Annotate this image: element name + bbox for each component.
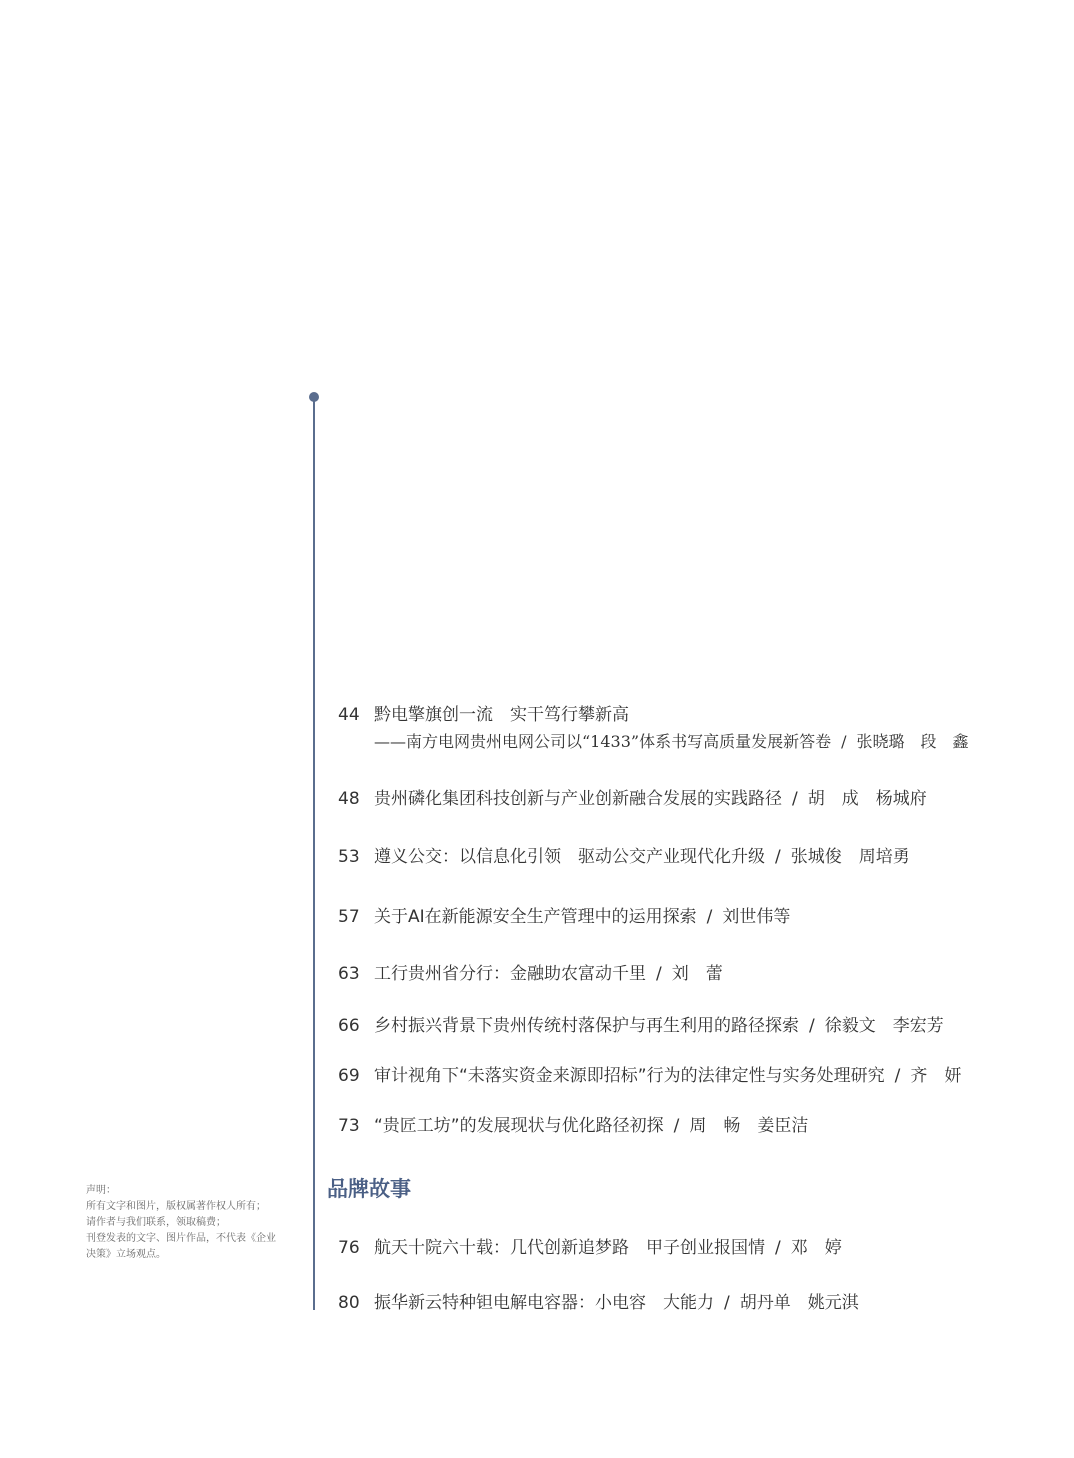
section-heading-brand-story: 品牌故事	[327, 1177, 411, 1201]
toc-page-number: 66	[338, 1016, 360, 1036]
toc-entry-66[interactable]	[338, 1015, 944, 1037]
toc-entry-57[interactable]	[338, 906, 790, 928]
toc-separator: /	[656, 964, 662, 984]
toc-page-number: 48	[338, 789, 360, 809]
toc-subtitle-44	[374, 731, 969, 753]
toc-title: 审计视角下“未落实资金来源即招标”行为的法律定性与实务处理研究	[374, 1066, 885, 1086]
toc-separator: /	[673, 1116, 680, 1136]
toc-page-number: 57	[338, 907, 360, 927]
toc-separator: /	[792, 789, 798, 809]
toc-entry-53[interactable]	[338, 846, 910, 868]
disclaimer	[86, 1183, 306, 1263]
disclaimer-line: 决策》立场观点。	[86, 1249, 166, 1260]
toc-entry-69[interactable]	[338, 1065, 961, 1087]
toc-separator: /	[706, 907, 713, 927]
toc-page-number: 76	[338, 1238, 360, 1258]
toc-entry-63[interactable]	[338, 963, 723, 985]
toc-author: 徐毅文 李宏芳	[824, 1016, 944, 1036]
toc-author: 齐 妍	[910, 1066, 962, 1086]
toc-author: 刘世伟等	[722, 907, 791, 927]
toc-separator: /	[775, 847, 781, 867]
timeline-line	[313, 396, 315, 1310]
toc-author: 张城俊 周培勇	[790, 847, 910, 867]
toc-author: 周 畅 姜臣洁	[689, 1116, 809, 1136]
toc-entry-48[interactable]	[338, 788, 927, 810]
timeline-dot	[309, 392, 319, 402]
toc-entry-76[interactable]	[338, 1237, 842, 1259]
toc-separator: /	[894, 1066, 901, 1086]
toc-author: 胡丹单 姚元淇	[739, 1293, 859, 1313]
toc-entry-73[interactable]	[338, 1115, 808, 1137]
toc-title: 乡村振兴背景下贵州传统村落保护与再生利用的路径探索	[374, 1016, 799, 1036]
toc-page-number: 63	[338, 964, 360, 984]
toc-subtitle: ——南方电网贵州电网公司以“1433”体系书写高质量发展新答卷	[374, 732, 832, 751]
toc-separator: /	[809, 1016, 815, 1036]
toc-title: “贵匠工坊”的发展现状与优化路径初探	[374, 1116, 664, 1136]
toc-entry-80[interactable]	[338, 1292, 859, 1314]
toc-page-number: 44	[338, 705, 360, 725]
disclaimer-line: 刊登发表的文字、图片作品，不代表《企业	[86, 1233, 276, 1244]
toc-title: 关于AI在新能源安全生产管理中的运用探索	[374, 907, 697, 927]
toc-author: 胡 成 杨城府	[807, 789, 927, 809]
toc-title: 贵州磷化集团科技创新与产业创新融合发展的实践路径	[374, 789, 782, 809]
toc-page-number: 53	[338, 847, 360, 867]
toc-author: 张晓璐 段 鑫	[856, 732, 969, 751]
toc-page-number: 73	[338, 1116, 360, 1136]
toc-separator: /	[724, 1293, 730, 1313]
toc-author: 刘 蕾	[671, 964, 723, 984]
toc-separator: /	[775, 1238, 781, 1258]
toc-title: 黔电擎旗创一流 实干笃行攀新高	[374, 705, 629, 725]
toc-title: 振华新云特种钽电解电容器：小电容 大能力	[374, 1293, 714, 1313]
toc-title: 工行贵州省分行：金融助农富动千里	[374, 964, 646, 984]
toc-entry-44[interactable]	[338, 704, 629, 726]
toc-author: 邓 婷	[790, 1238, 842, 1258]
toc-title: 航天十院六十载：几代创新追梦路 甲子创业报国情	[374, 1238, 765, 1258]
toc-page-number: 69	[338, 1066, 360, 1086]
disclaimer-line: 所有文字和图片，版权属著作权人所有；	[86, 1201, 266, 1212]
toc-title: 遵义公交：以信息化引领 驱动公交产业现代化升级	[374, 847, 765, 867]
toc-separator: /	[841, 732, 847, 751]
toc-page-number: 80	[338, 1293, 360, 1313]
disclaimer-line: 请作者与我们联系，领取稿费；	[86, 1217, 226, 1228]
disclaimer-label: 声明：	[86, 1185, 116, 1196]
